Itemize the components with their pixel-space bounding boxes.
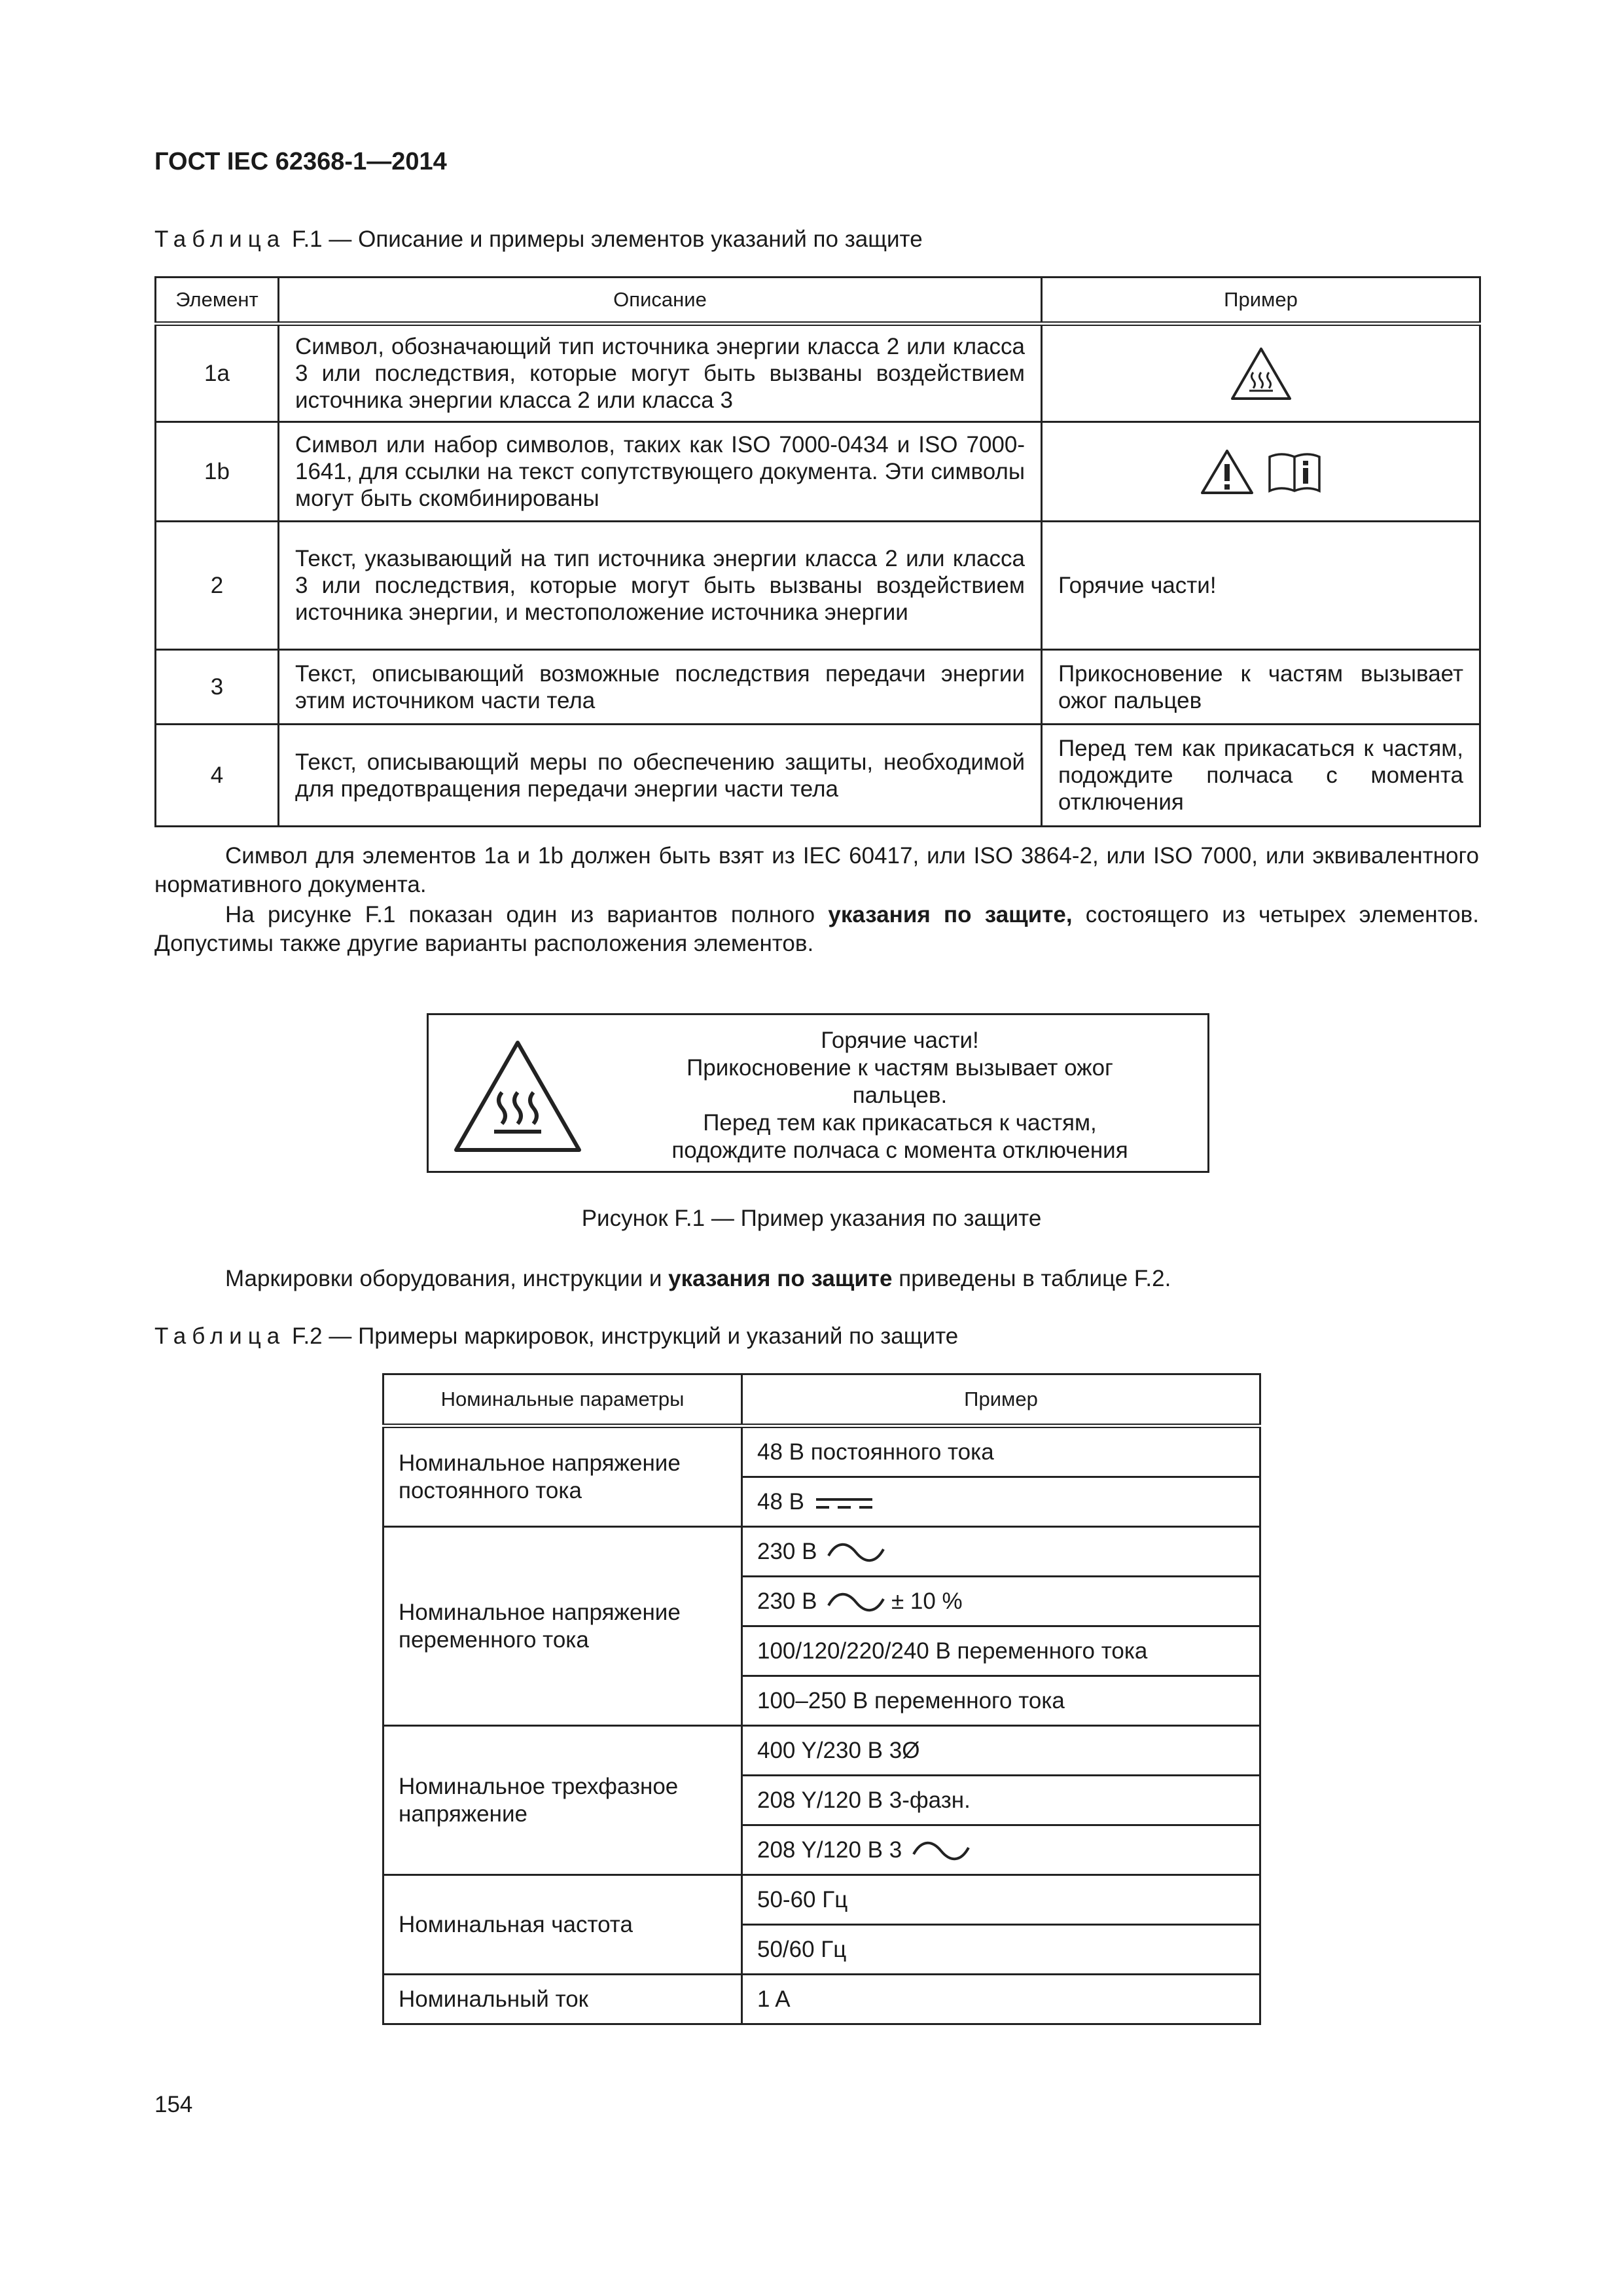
example-text: 208 Y/120 В 3-фазн. [757, 1787, 971, 1813]
table2-caption [154, 1323, 958, 1350]
table1-header-row [156, 278, 1480, 324]
paragraph-symbol-sources [154, 842, 1479, 899]
table-row [156, 422, 1480, 522]
table1-example-cell: Перед тем как прикасаться к частям, подождите полчаса с момента отключения [1042, 725, 1480, 827]
table2-parameter-cell: Номинальная частота [383, 1875, 742, 1975]
example-text: 230 В [757, 1588, 817, 1614]
ac-sine-icon [912, 1841, 970, 1861]
table1-header-example: Пример [1042, 278, 1480, 324]
table-row [156, 725, 1480, 827]
table1-element-cell: 1b [156, 422, 279, 522]
figure-caption: Рисунок F.1 — Пример указания по защите [581, 1206, 1042, 1231]
notice-line: Горячие части! [821, 1028, 979, 1053]
table1-description-cell: Текст, описывающий возможные последствия передачи энергии этим источником части тела [279, 650, 1042, 725]
table-row [383, 1527, 1260, 1577]
table2-example-cell [742, 1875, 1260, 1925]
table-row [383, 1875, 1260, 1925]
table1-example-cell: Горячие части! [1042, 522, 1480, 650]
table1-element-cell: 4 [156, 725, 279, 827]
table2-parameter-cell: Номинальное трехфазное напряжение [383, 1726, 742, 1875]
example-text: 48 В постоянного тока [757, 1439, 994, 1465]
table-f2 [382, 1373, 1261, 2025]
table1-example-cell: Прикосновение к частям вызывает ожог пальцев [1042, 650, 1480, 725]
table2-example-cell [742, 1527, 1260, 1577]
hot-surface-warning-icon [1230, 346, 1293, 401]
notice-line: Перед тем как прикасаться к частям, [703, 1110, 1097, 1136]
table2-example-cell [742, 1426, 1260, 1477]
table2-parameter-cell: Номинальный ток [383, 1975, 742, 2024]
table2-example-cell [742, 1477, 1260, 1527]
table1-caption-text: F.1 — Описание и примеры элементов указаний по защите [285, 226, 923, 252]
table-row [156, 650, 1480, 725]
table1-caption [154, 226, 923, 253]
table1-element-cell: 2 [156, 522, 279, 650]
table2-header-example: Пример [742, 1374, 1260, 1426]
hot-surface-warning-icon [452, 1039, 583, 1154]
paragraph-figure-reference [154, 901, 1479, 958]
example-text: 100–250 В переменного тока [757, 1687, 1065, 1713]
paragraph-text: Символ для элементов 1a и 1b должен быть взят из IEC 60417, или ISO 3864-2, или ISO 7000, или эквивалентного нормативного документа. [154, 843, 1479, 897]
document-header: ГОСТ IEC 62368-1—2014 [154, 148, 447, 175]
table-f1 [154, 276, 1481, 827]
paragraph-text: Маркировки оборудования, инструкции и [225, 1266, 669, 1291]
table1-description-cell: Текст, описывающий меры по обеспечению защиты, необходимой для предотвращения передачи энергии части тела [279, 725, 1042, 827]
safety-notice-text [605, 1027, 1194, 1164]
table-row [383, 1975, 1260, 2024]
table1-caption-prefix: Таблица [154, 226, 286, 252]
table1-header-description: Описание [279, 278, 1042, 324]
paragraph-text: приведены в таблице F.2. [892, 1266, 1171, 1291]
example-text: 48 В [757, 1488, 804, 1515]
table2-caption-prefix: Таблица [154, 1323, 286, 1349]
caution-icon [1200, 448, 1255, 495]
table-row [156, 324, 1480, 422]
notice-line: пальцев. [852, 1083, 948, 1108]
paragraph-bold-term: указания по защите, [828, 902, 1073, 927]
manual-info-icon [1267, 450, 1322, 493]
table2-example-cell [742, 1776, 1260, 1825]
paragraph-table2-reference [154, 1265, 1479, 1293]
example-text: 400 Y/230 В 3Ø [757, 1737, 920, 1763]
example-text: 230 В [757, 1538, 817, 1564]
table1-description-cell: Текст, указывающий на тип источника энергии класса 2 или класса 3 или последствия, которые могут быть вызваны воздействием источника энергии, и местоположение источника энергии [279, 522, 1042, 650]
table2-example-cell [742, 1825, 1260, 1875]
table-row [383, 1726, 1260, 1776]
table1-example-cell [1042, 422, 1480, 522]
table2-example-cell [742, 1626, 1260, 1676]
table1-description-cell: Символ, обозначающий тип источника энергии класса 2 или класса 3 или последствия, которые могут быть вызваны воздействием источника энергии класса 2 или класса 3 [279, 324, 1042, 422]
example-text: 50/60 Гц [757, 1936, 847, 1962]
table2-example-cell [742, 1925, 1260, 1975]
table1-element-cell: 3 [156, 650, 279, 725]
table1-element-cell: 1a [156, 324, 279, 422]
paragraph-text: состоящего из четырех элементов. Допустимы также другие варианты расположения элементов. [154, 902, 1479, 956]
example-text: 208 Y/120 В 3 [757, 1837, 902, 1863]
table1-example-cell [1042, 324, 1480, 422]
page-number: 154 [154, 2092, 193, 2117]
example-text: 50-60 Гц [757, 1886, 848, 1912]
notice-line: подождите полчаса с момента отключения [671, 1138, 1128, 1163]
table2-header-parameters: Номинальные параметры [383, 1374, 742, 1426]
table2-example-cell [742, 1726, 1260, 1776]
table-row [156, 522, 1480, 650]
paragraph-bold-term: указания по защите [668, 1266, 893, 1291]
example-tolerance: ± 10 % [891, 1588, 963, 1614]
table-row [383, 1426, 1260, 1477]
safety-notice-figure [427, 1013, 1209, 1173]
notice-line: Прикосновение к частям вызывает ожог [687, 1055, 1113, 1081]
dc-symbol-icon [815, 1493, 874, 1513]
table2-example-cell [742, 1676, 1260, 1726]
example-text: 1 A [757, 1986, 791, 2012]
table2-example-cell [742, 1577, 1260, 1626]
ac-sine-icon [827, 1592, 885, 1612]
table2-example-cell [742, 1975, 1260, 2024]
table1-header-element: Элемент [156, 278, 279, 324]
example-text: 100/120/220/240 В переменного тока [757, 1638, 1148, 1664]
table2-caption-text: F.2 — Примеры маркировок, инструкций и указаний по защите [285, 1323, 959, 1349]
table2-parameter-cell: Номинальное напряжение постоянного тока [383, 1426, 742, 1527]
table2-parameter-cell: Номинальное напряжение переменного тока [383, 1527, 742, 1726]
paragraph-text: На рисунке F.1 показан один из вариантов полного [225, 902, 829, 927]
ac-sine-icon [827, 1543, 885, 1562]
table2-header-row [383, 1374, 1260, 1426]
table1-description-cell: Символ или набор символов, таких как ISO 7000-0434 и ISO 7000-1641, для ссылки на текст сопутствующего документа. Эти символы могут быть скомбинированы [279, 422, 1042, 522]
